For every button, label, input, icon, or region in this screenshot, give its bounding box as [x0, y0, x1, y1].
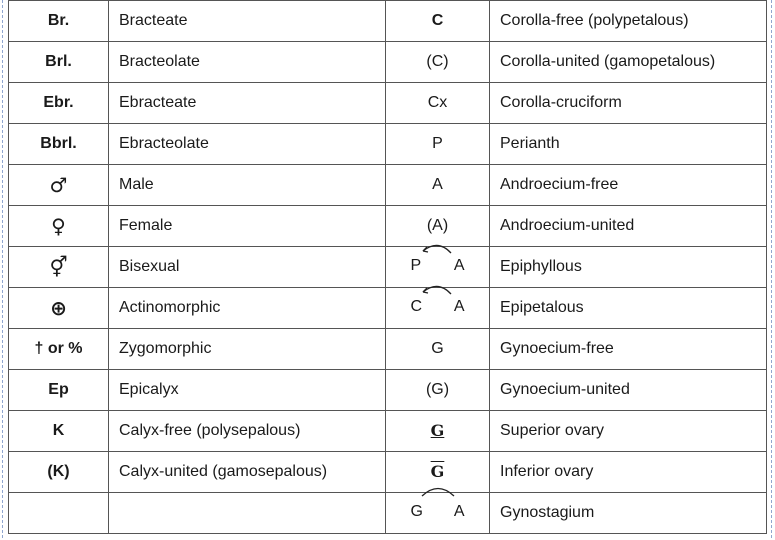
table-row: [9, 83, 767, 124]
symbol-superior-ovary: [386, 411, 490, 452]
actinomorphic-icon: ⊕: [50, 296, 67, 320]
desc-epipetalous: Epipetalous: [490, 288, 767, 329]
symbol-epicalyx: Ep: [9, 370, 109, 411]
desc-calyx-free: Calyx-free (polysepalous): [109, 411, 386, 452]
table-row: [9, 124, 767, 165]
desc-androecium-united: Androecium-united: [490, 206, 767, 247]
desc-androecium-free: Androecium-free: [490, 165, 767, 206]
desc-zygomorphic: Zygomorphic: [109, 329, 386, 370]
table-row: [9, 42, 767, 83]
floral-symbols-table: [8, 0, 767, 534]
symbol-perianth: P: [386, 124, 490, 165]
symbol-calyx-united: (K): [9, 452, 109, 493]
male-symbol-icon: [9, 165, 109, 206]
female-symbol-icon: [9, 206, 109, 247]
symbol-bracteate: Br.: [9, 1, 109, 42]
symbol-bracteolate: Brl.: [9, 42, 109, 83]
desc-gynoecium-united: Gynoecium-united: [490, 370, 767, 411]
desc-gynostagium: Gynostagium: [490, 493, 767, 534]
symbol-calyx-free: K: [9, 411, 109, 452]
desc-bracteate: Bracteate: [109, 1, 386, 42]
desc-bracteolate: Bracteolate: [109, 42, 386, 83]
desc-epiphyllous: Epiphyllous: [490, 247, 767, 288]
symbol-epipetalous: [386, 288, 490, 329]
table-row: [9, 288, 767, 329]
symbol-epiphyllous-left: P: [410, 256, 422, 274]
symbol-gynoecium-united: (G): [386, 370, 490, 411]
bisexual-icon: ⚥: [49, 255, 68, 279]
symbol-androecium-free: A: [386, 165, 490, 206]
desc-calyx-united: Calyx-united (gamosepalous): [109, 452, 386, 493]
desc-corolla-cruciform: Corolla-cruciform: [490, 83, 767, 124]
desc-actinomorphic: Actinomorphic: [109, 288, 386, 329]
desc-inferior-ovary: Inferior ovary: [490, 452, 767, 493]
symbol-gynostagium-left: G: [410, 502, 423, 520]
inferior-ovary-symbol: $\overline{G}$: [430, 462, 445, 481]
female-icon: ♀: [51, 214, 66, 238]
symbol-ebracteate: Ebr.: [9, 83, 109, 124]
symbol-gynostagium: [386, 493, 490, 534]
table-row: [9, 206, 767, 247]
symbol-corolla-cruciform: Cx: [386, 83, 490, 124]
desc-ebracteate: Ebracteate: [109, 83, 386, 124]
symbol-corolla-free: C: [386, 1, 490, 42]
table-row: [9, 329, 767, 370]
desc-gynoecium-free: Gynoecium-free: [490, 329, 767, 370]
superior-ovary-symbol: G: [430, 421, 445, 440]
table-row: [9, 411, 767, 452]
male-icon: ♂: [49, 173, 68, 197]
desc-perianth: Perianth: [490, 124, 767, 165]
desc-bisexual: Bisexual: [109, 247, 386, 288]
desc-epicalyx: Epicalyx: [109, 370, 386, 411]
symbol-zygomorphic: † or %: [9, 329, 109, 370]
symbol-gynoecium-free: G: [386, 329, 490, 370]
table-row: [9, 370, 767, 411]
symbol-corolla-united: (C): [386, 42, 490, 83]
desc-female: Female: [109, 206, 386, 247]
symbol-gynostagium-right: A: [453, 502, 465, 520]
symbol-ebracteolate: Bbrl.: [9, 124, 109, 165]
desc-corolla-united: Corolla-united (gamopetalous): [490, 42, 767, 83]
desc-corolla-free: Corolla-free (polypetalous): [490, 1, 767, 42]
table-row: [9, 493, 767, 534]
desc-superior-ovary: Superior ovary: [490, 411, 767, 452]
symbol-epipetalous-right: A: [453, 297, 465, 315]
table-row: [9, 1, 767, 42]
table-row: [9, 165, 767, 206]
empty-desc-cell: [109, 493, 386, 534]
table-row: [9, 452, 767, 493]
symbol-epipetalous-left: C: [410, 297, 423, 315]
bisexual-symbol-icon: [9, 247, 109, 288]
desc-male: Male: [109, 165, 386, 206]
symbol-androecium-united: (A): [386, 206, 490, 247]
symbol-epiphyllous-right: A: [453, 256, 465, 274]
desc-ebracteolate: Ebracteolate: [109, 124, 386, 165]
actinomorphic-symbol-icon: [9, 288, 109, 329]
empty-symbol-cell: [9, 493, 109, 534]
table-row: [9, 247, 767, 288]
